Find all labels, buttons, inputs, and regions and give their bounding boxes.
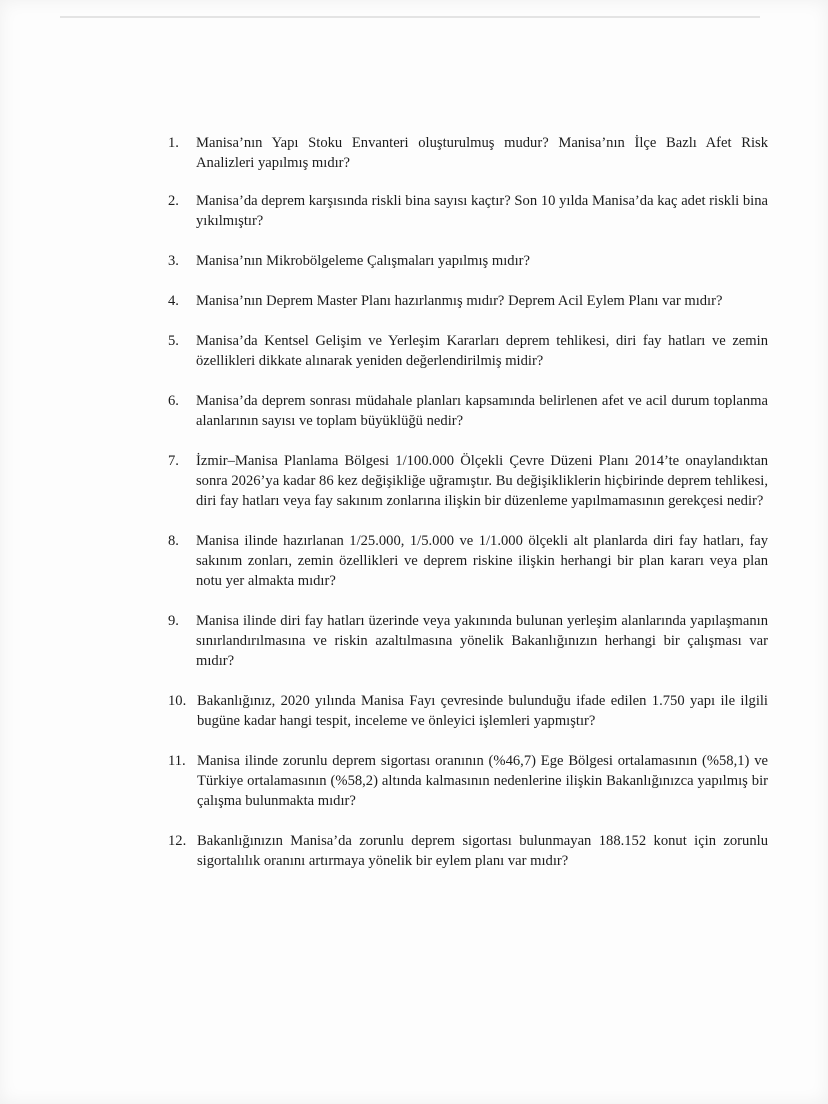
question-number: 4. — [168, 293, 179, 309]
question-text: Bakanlığınızın Manisa’da zorunlu deprem sigortası bulunmayan 188.152 konut için zorunlu sigortalılık oranını artırmaya yönelik bir eylem planı var mıdır? — [197, 833, 768, 869]
question-item — [168, 251, 768, 271]
question-text: Manisa’da deprem karşısında riskli bina sayısı kaçtır? Son 10 yılda Manisa’da kaç adet riskli bina yıkılmıştır? — [196, 193, 768, 229]
question-number: 5. — [168, 333, 179, 349]
question-item — [168, 291, 768, 311]
question-number: 1. — [168, 135, 179, 151]
question-text: Manisa’da Kentsel Gelişim ve Yerleşim Kararları deprem tehlikesi, diri fay hatları ve zemin özellikleri dikkate alınarak yeniden değerlendirilmiş midir? — [196, 333, 768, 369]
question-number: 8. — [168, 533, 179, 549]
question-item — [168, 691, 768, 731]
question-item — [168, 451, 768, 511]
question-number: 12. — [168, 833, 187, 849]
question-number: 2. — [168, 193, 179, 209]
question-item — [168, 751, 768, 811]
question-text: Manisa’nın Deprem Master Planı hazırlanmış mıdır? Deprem Acil Eylem Planı var mıdır? — [196, 293, 723, 309]
question-item — [168, 611, 768, 671]
question-number: 6. — [168, 393, 179, 409]
question-number: 10. — [168, 693, 187, 709]
question-item — [168, 531, 768, 591]
question-text: Manisa ilinde zorunlu deprem sigortası oranının (%46,7) Ege Bölgesi ortalamasının (%58,1) ve Türkiye ortalamasının (%58,2) altında kalmasının nedenlerine ilişkin Bakanlığınızca yapılmış bir çalışma bulunmakta mıdır? — [197, 753, 768, 809]
question-number: 7. — [168, 453, 179, 469]
question-text: Bakanlığınız, 2020 yılında Manisa Fayı çevresinde bulunduğu ifade edilen 1.750 yapı ile ilgili bugüne kadar hangi tespit, inceleme ve önleyici işlemleri yapmıştır? — [197, 693, 768, 729]
question-number: 3. — [168, 253, 179, 269]
question-list — [168, 133, 768, 871]
question-text: Manisa’da deprem sonrası müdahale planları kapsamında belirlenen afet ve acil durum toplanma alanlarının sayısı ve toplam büyüklüğü nedir? — [196, 393, 768, 429]
question-number: 11. — [168, 753, 186, 769]
question-number: 9. — [168, 613, 179, 629]
top-divider — [60, 16, 760, 18]
question-item — [168, 831, 768, 871]
question-text: İzmir–Manisa Planlama Bölgesi 1/100.000 Ölçekli Çevre Düzeni Planı 2014’te onaylandıktan sonra 2026’ya kadar 86 kez değişikliğe uğramıştır. Bu değişikliklerin hiçbirinde deprem tehlikesi, diri fay hatları veya fay sakınım zonlarına ilişkin bir düzenleme yapılmamasının gerekçesi nedir? — [196, 453, 768, 509]
question-item — [168, 191, 768, 231]
question-text: Manisa’nın Mikrobölgeleme Çalışmaları yapılmış mıdır? — [196, 253, 530, 269]
question-text: Manisa ilinde diri fay hatları üzerinde veya yakınında bulunan yerleşim alanlarında yapılaşmanın sınırlandırılmasına ve riskin azaltılmasına yönelik Bakanlığınızın herhangi bir çalışması var mıdır? — [196, 613, 768, 669]
question-text: Manisa ilinde hazırlanan 1/25.000, 1/5.000 ve 1/1.000 ölçekli alt planlarda diri fay hatları, fay sakınım zonları, zemin özellikleri ve deprem riskine ilişkin herhangi bir plan kararı veya plan notu yer almakta mıdır? — [196, 533, 768, 589]
question-item — [168, 391, 768, 431]
question-item — [168, 331, 768, 371]
question-item — [168, 133, 768, 173]
question-text: Manisa’nın Yapı Stoku Envanteri oluşturulmuş mudur? Manisa’nın İlçe Bazlı Afet Risk Analizleri yapılmış mıdır? — [196, 135, 768, 171]
